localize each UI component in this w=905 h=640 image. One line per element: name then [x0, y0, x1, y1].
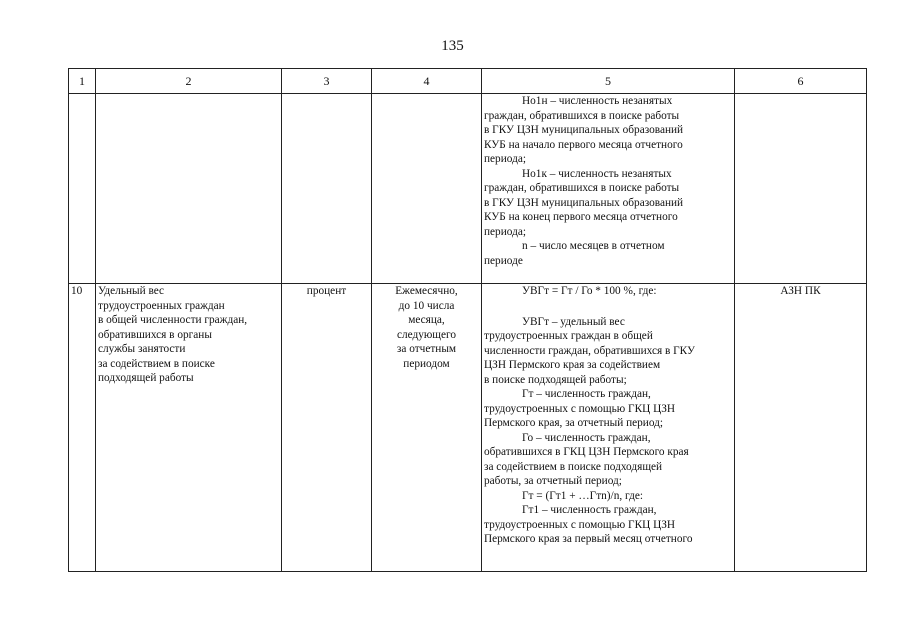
text-line: службы занятости — [98, 343, 186, 355]
text-line: месяца, — [408, 314, 445, 326]
text-line: КУБ на конец первого месяца отчетного — [484, 211, 678, 223]
formula-description-cell — [482, 284, 735, 572]
header-cell-5: 5 — [482, 69, 735, 94]
text-line: КУБ на начало первого месяца отчетного — [484, 138, 683, 151]
table-header-row — [69, 69, 867, 94]
cell-empty — [282, 94, 372, 284]
text-line: периода; — [484, 225, 526, 238]
text-line: до 10 числа — [398, 299, 455, 312]
text-line: в ГКУ ЦЗН муниципальных образований — [484, 196, 684, 209]
cell-empty — [96, 94, 282, 284]
indicator-table — [68, 68, 867, 572]
text-line: Гт = (Гт1 + …Гтn)/n, где: — [522, 489, 643, 502]
text-line: обратившихся в органы — [98, 328, 212, 341]
text-line: за содействием в поиске — [98, 357, 215, 370]
header-cell-1: 1 — [69, 69, 96, 94]
text-line: трудоустроенных с помощью ГКЦ ЦЗН — [484, 518, 676, 531]
responsible-cell: АЗН ПК — [735, 284, 867, 572]
text-line: Пермского края, за отчетный период; — [484, 417, 664, 429]
text-line: в поиске подходящей работы; — [484, 373, 627, 386]
text-line: Гт1 – численность граждан, — [522, 504, 657, 516]
header-cell-2: 2 — [96, 69, 282, 94]
text-line: периодом — [403, 357, 450, 370]
header-cell-3: 3 — [282, 69, 372, 94]
text-line: численности граждан, обратившихся в ГКУ — [484, 344, 695, 357]
text-line: УВГт – удельный вес — [522, 315, 625, 328]
text-line: Гт – численность граждан, — [522, 388, 651, 400]
header-cell-6: 6 — [735, 69, 867, 94]
text-line: за отчетным — [396, 343, 457, 355]
unit-cell: процент — [282, 284, 372, 572]
text-line: Удельный вес — [98, 285, 165, 297]
text-line: граждан, обратившихся в поиске работы — [484, 182, 680, 194]
page-number: 135 — [441, 38, 464, 54]
text-line: Но1к – численность незанятых — [522, 167, 672, 180]
text-line: за содействием в поиске подходящей — [484, 460, 663, 473]
text-line: ЦЗН Пермского края за содействием — [484, 359, 661, 371]
table-row-10 — [69, 284, 867, 572]
header-cell-4: 4 — [372, 69, 482, 94]
text-line: подходящей работы — [98, 372, 194, 384]
text-line: в общей численности граждан, — [98, 314, 248, 326]
text-line: работы, за отчетный период; — [484, 475, 622, 487]
text-line: трудоустроенных граждан в общей — [484, 330, 653, 342]
formula-description-cell — [482, 94, 735, 284]
cell-empty — [69, 94, 96, 284]
indicator-name-cell — [96, 284, 282, 572]
text-line: трудоустроенных граждан — [98, 299, 225, 312]
cell-empty — [735, 94, 867, 284]
periodicity-cell — [372, 284, 482, 572]
text-line: в ГКУ ЦЗН муниципальных образований — [484, 124, 684, 136]
text-line: Го – численность граждан, — [522, 431, 651, 444]
formula-line: УВГт = Гт / Го * 100 %, где: — [522, 285, 657, 297]
text-line: Пермского края за первый месяц отчетного — [484, 533, 693, 545]
text-line: обратившихся в ГКЦ ЦЗН Пермского края — [484, 446, 689, 458]
text-line: граждан, обратившихся в поиске работы — [484, 109, 680, 122]
row-number: 10 — [69, 284, 96, 572]
text-line: трудоустроенных с помощью ГКЦ ЦЗН — [484, 402, 676, 415]
text-line: Ежемесячно, — [395, 285, 458, 297]
text-line: периода; — [484, 153, 526, 165]
text-line: периоде — [484, 254, 523, 267]
text-line: n – число месяцев в отчетном — [522, 240, 665, 252]
table-row-continuation — [69, 94, 867, 284]
text-line: следующего — [396, 328, 457, 341]
text-line: Но1н – численность незанятых — [522, 95, 673, 107]
cell-empty — [372, 94, 482, 284]
